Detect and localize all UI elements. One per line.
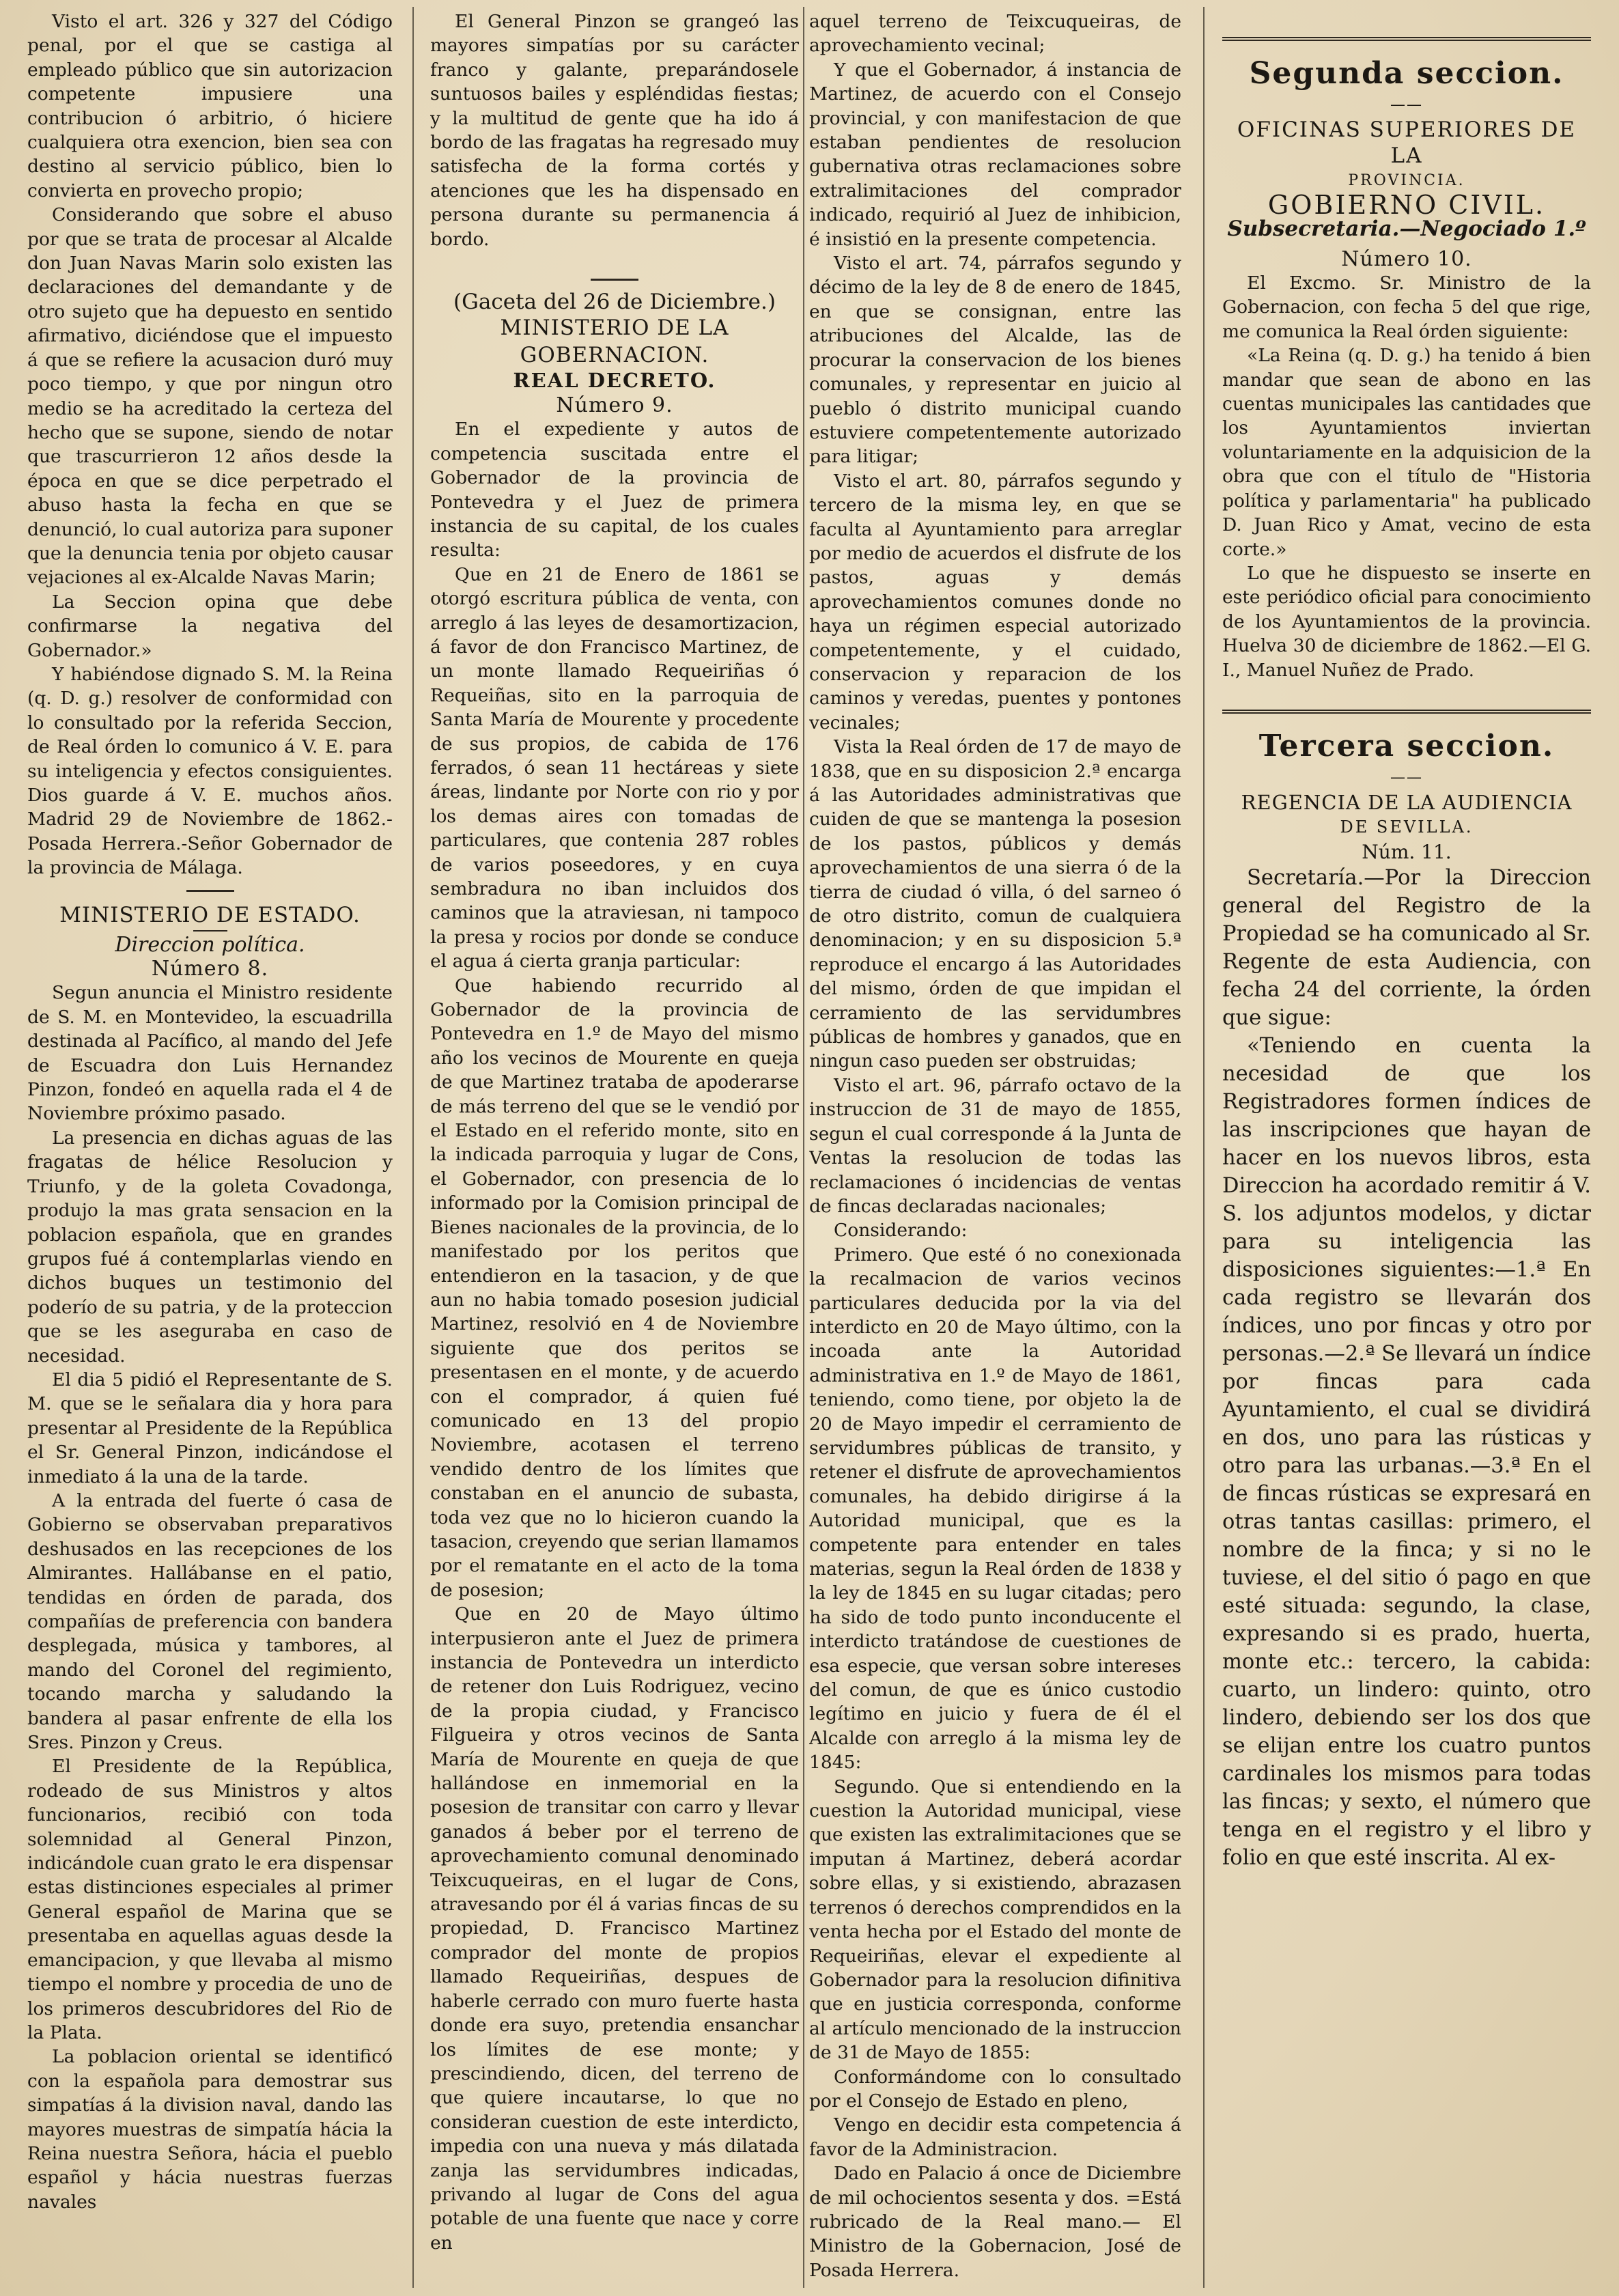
paragraph: Que habiendo recurrido al Gobernador de la provincia de Pontevedra en 1.º de Mayo del mismo año los vecinos de Mourente en queja de que Martinez trataba de apoderarse de más terreno del que se le vendió por el Estado en el referido monte, sito en la indicada parroquia y lugar de Cons, el Gobernador, con presencia de lo informado por la Comision principal de Bienes nacionales de la provincia, de lo manifestado por los peritos que entendieron en la tasacion, y de que aun no habia tomado posesion judicial Martinez, resolvió en 4 de Noviembre siguiente que dos peritos se presentasen en el monte, y de acuerdo con el comprador, á quien fué comunicado en 13 del propio Noviembre, acotasen el terreno vendido dentro de los límites que constaban en el anuncio de subasta, toda vez que no lo hicieron cuando la tasacion, creyendo que serian llamamos por el rematante en el acto de la toma de posesion;	[430, 975, 799, 1601]
paragraph: Segun anuncia el Ministro residente de S. M. en Montevideo, la escuadrilla destinada al Pacífico, al mando del Jefe de Escuadra don Luis Hernandez Pinzon, fondeó en aquella rada el 4 de Noviembre próximo pasado.	[27, 982, 393, 1125]
heading-ornament	[193, 930, 227, 932]
gobierno-heading: GOBIERNO CIVIL.	[1267, 189, 1546, 220]
heading-ornament: ——	[1390, 768, 1423, 786]
column-rule	[1203, 7, 1205, 2288]
paragraph: Considerando que sobre el abuso por que se trata de procesar al Alcalde don Juan Navas Marin solo existen las declaraciones del demandante y de otro sujeto que ha depuesto en sentido afirmativo, diciéndose que el impuesto á que se refiere la acusacion duró muy poco tiempo, y que por ningun otro medio se ha acreditado la certeza del hecho que se supone, siendo de notar que trascurrieron 12 años desde la época en que se dice perpetrado el abuso hasta la fecha en que se denunció, lo cual autoriza para suponer que la denuncia tenia por objeto causar vejaciones al ex-Alcalde Navas Marin;	[27, 204, 393, 589]
paragraph: En el expediente y autos de competencia suscitada entre el Gobernador de la provincia de Pontevedra y el Juez de primera instancia de su capital, de los cuales resulta:	[430, 419, 799, 561]
column-1	[27, 10, 393, 2284]
paragraph: aquel terreno de Teixcuqueiras, de aprovechamiento vecinal;	[809, 11, 1181, 57]
paragraph: Considerando:	[834, 1220, 968, 1242]
section-rule	[1222, 37, 1591, 41]
paragraph: Primero. Que esté ó no conexionada la recalmacion de varios vecinos particulares deducida por la via del interdicto en 20 de Mayo último, con la incoada ante la Autoridad administrativa en 1.º de Mayo de 1861, teniendo, como tiene, por objeto la de 20 de Mayo impedir el cerramiento de servidumbres públicas de transito, y retener el disfrute de aprovechamientos comunales, ha debido dirigirse á la Autoridad municipal, que es la competente para entender en tales materias, segun la Real órden de 1838 y la ley de 1845 en su lugar citadas; pero ha sido de todo punto inconducente el interdicto tratándose de cuestiones de esa especie, que versan sobre intereses del comun, de que es único custodio legítimo en juicio y fuera de él el Alcalde con arreglo á la misma ley de 1845:	[809, 1244, 1181, 1774]
subsecretaria-heading: Subsecretaria.—Negociado 1.º	[1227, 216, 1586, 242]
column-3	[809, 10, 1181, 2284]
number-heading: Número 8.	[151, 957, 269, 981]
section-divider	[591, 279, 638, 281]
paragraph: El Presidente de la República, rodeado de sus Ministros y altos funcionarios, recibió con toda solemnidad al General Pinzon, indicándole cuan grato le era dispensar estas distinciones especiales al primer General español de Marina que se presentaba en aquellas aguas desde la emancipacion, y que llevaba al mismo tiempo el nombre y procedia de uno de los primeros descubridores del Rio de la Plata.	[27, 1756, 393, 2043]
column-rule	[803, 7, 804, 2288]
column-rule	[412, 7, 414, 2288]
number-heading: Número 10.	[1341, 247, 1472, 271]
paragraph: Vengo en decidir esta competencia á favor de la Administracion.	[809, 2114, 1181, 2160]
paragraph: Visto el art. 74, párrafos segundo y décimo de la ley de 8 de enero de 1845, en que se consignan, entre las atribuciones del Alcalde, las de procurar la conservacion de los bienes comunales, y representar en juicio al pueblo ó distrito municipal cuando estuviere competentemente autorizado para litigar;	[809, 253, 1181, 468]
column-2	[430, 10, 799, 2284]
paragraph: Que en 21 de Enero de 1861 se otorgó escritura pública de venta, con arreglo á las leyes de desamortizacion, á favor de don Francisco Martinez, de un monte llamado Requeiriñas ó Requeiñas, sito en la parroquia de Santa María de Mourente y procedente de sus propios, de cabida de 176 ferrados, ó sean 11 hectáreas y siete áreas, lindante por Norte con rio y por los demas aires con tomadas de particulares, que contenia 287 robles de varios poseedores, y en cuya sembradura no iban incluidos dos caminos que la atraviesan, ni tampoco la presa y rocios por donde se conduce el agua á cierta granja particular:	[430, 563, 799, 972]
paragraph: La Seccion opina que debe confirmarse la negativa del Gobernador.»	[27, 591, 393, 661]
paragraph: A la entrada del fuerte ó casa de Gobierno se observaban preparativos deshusados en las recepciones de los Almirantes. Hallábanse en el patio, tendidas en órden de parada, dos compañías de preferencia con bandera desplegada, música y tambores, al mando del Coronel del regimiento, tocando marcha y saludando la bandera al pasar enfrente de ella los Sres. Pinzon y Creus.	[27, 1489, 393, 1754]
paragraph: Visto el art. 80, párrafos segundo y tercero de la misma ley, en que se faculta al Ayuntamiento para arreglar por medio de acuerdos el disfrute de los pastos, aguas y demás aprovechamientos comunes donde no haya un régimen especial autorizado competentemente, y el cuidado, conservacion y reparacion de los caminos y veredas, puentes y pontones vecinales;	[809, 470, 1181, 733]
paragraph: Conformándome con lo consultado por el Consejo de Estado en pleno,	[809, 2066, 1181, 2112]
paragraph: El General Pinzon se grangeó las mayores simpatías por su carácter franco y galante, preparándosele suntuosos bailes y espléndidas fiestas; y la multitud de gente que ha ido á bordo de las fragatas ha regresado muy satisfecha de la forma cortés y atenciones que les ha dispensado en persona durante su permanencia á bordo.	[430, 11, 799, 250]
office-heading: OFICINAS SUPERIORES DE LA	[1237, 117, 1577, 169]
paragraph: El Excmo. Sr. Ministro de la Gobernacion, con fecha 5 del que rige, me comunica la Real órden siguiente:	[1222, 272, 1591, 342]
ministry-heading: MINISTERIO DE LA GOBERNACION.	[500, 316, 729, 368]
paragraph: «La Reina (q. D. g.) ha tenido á bien mandar que sean de abono en las cuentas municipales las cantidades que los Ayuntamientos inviertan voluntariamente en la adquisicion de la obra que con el título de "Historia política y parlamentaria" ha publicado D. Juan Rico y Amat, vecino de esta corte.»	[1222, 345, 1591, 560]
paragraph: Dado en Palacio á once de Diciembre de mil ochocientos sesenta y dos. =Está rubricado de la Real mano.— El Ministro de la Gobernacion, José de Posada Herrera.	[809, 2163, 1181, 2281]
regencia-heading: REGENCIA DE LA AUDIENCIA	[1241, 791, 1573, 815]
paragraph: Segundo. Que si entendiendo en la cuestion la Autoridad municipal, viese que existen las extralimitaciones que se imputan á Martinez, deberá acordar sobre ellas, y si existiendo, abrazasen terrenos ó derechos comprendidos en la venta hecha por el Estado del monte de Requeiriñas, elevar el expediente al Gobernador para la resolucion difinitiva que en justicia corresponda, conforme al artículo mencionado de la instruccion de 31 de Mayo de 1855:	[809, 1776, 1181, 2064]
section-divider	[186, 890, 234, 892]
real-decreto-heading: REAL DECRETO.	[513, 369, 716, 393]
section-heading: Segunda seccion.	[1249, 56, 1564, 91]
section-heading: Tercera seccion.	[1258, 728, 1555, 764]
paragraph: La poblacion oriental se identificó con la española para demostrar sus simpatías á la division naval, dando las mayores muestras de simpatía hácia la Reina nuestra Señora, hácia el pueblo español y hácia nuestras fuerzas navales	[27, 2046, 393, 2213]
paragraph: Y que el Gobernador, á instancia de Martinez, de acuerdo con el Consejo provincial, y con manifestacion de que estaban pendientes de resolucion gubernativa otras reclamaciones sobre extralimitaciones del comprador indicado, requirió al Juez de inhibicion, é insistió en la presente competencia.	[809, 59, 1181, 250]
paragraph: Vista la Real órden de 17 de mayo de 1838, que en su disposicion 2.ª encarga á las Autoridades administrativas que cuiden de que se mantenga la posesion de los pastos, públicos y demás aprovechamientos de una sierra ó de la tierra de ciudad ó villa, ó del sarneo ó de otro distrito, comun de cualquiera denominacion; y en su disposicion 5.ª reproduce el encargo á las Autoridades del mismo, órden de que impidan el cerramiento de las servidumbres públicas de hombres y ganados, que en ningun caso pueden ser obstruidas;	[809, 736, 1181, 1072]
paragraph: Secretaría.—Por la Direccion general del Registro de la Propiedad se ha comunicado al Sr. Regente de esta Audiencia, con fecha 24 del corriente, la órden que sigue:	[1222, 866, 1591, 1031]
paragraph: Y habiéndose dignado S. M. la Reina (q. D. g.) resolver de conformidad con lo consultado por la referida Seccion, de Real órden lo comunico á V. E. para su inteligencia y efectos consiguientes. Dios guarde á V. E. muchos años. Madrid 29 de Noviembre de 1862.-Posada Herrera.-Señor Gobernador de la provincia de Málaga.	[27, 663, 393, 879]
paragraph: Visto el art. 96, párrafo octavo de la instruccion de 31 de mayo de 1855, segun el cual corresponde á la Junta de Ventas la resolucion de todas las reclamaciones ó incidencias de ventas de fincas declaradas nacionales;	[809, 1074, 1181, 1217]
paragraph: Que en 20 de Mayo último interpusieron ante el Juez de primera instancia de Pontevedra un interdicto de retener don Luis Rodriguez, vecino de la propia ciudad, y Francisco Filgueira y otros vecinos de Santa María de Mourente en queja de que hallándose en inmemorial en la posesion de transitar con carro y llevar ganados á beber por el terreno de aprovechamiento comunal denominado Teixcuqueiras, en el lugar de Cons, atravesando por él á varias fincas de su propiedad, D. Francisco Martinez comprador del monte de propios llamado Requeiriñas, despues de haberle cerrado con muro fuerte hasta donde era suyo, pretendia ensanchar los límites de ese monte; y prescindiendo, dicen, del terreno de que quiere incautarse, lo que no consideran cuestion de este interdicto, impedia con una nueva y más dilatada zanja las servidumbres indicadas, privando al lugar de Cons del agua potable de una fuente que nace y corre en	[430, 1604, 799, 2254]
number-heading: Núm. 11.	[1362, 840, 1452, 863]
column-4	[1222, 10, 1591, 2284]
ministry-heading: MINISTERIO DE ESTADO.	[59, 902, 361, 927]
gaceta-heading: (Gaceta del 26 de Diciembre.)	[453, 290, 776, 315]
number-heading: Número 9.	[556, 393, 673, 417]
paragraph: La presencia en dichas aguas de las fragatas de hélice Resolucion y Triunfo, y de la goleta Covadonga, produjo la mas grata sensacion en la poblacion española, que en grandes grupos fué á contemplarlas viendo en dichos buques un testimonio del poderío de su patria, y de la proteccion que se les aseguraba en caso de necesidad.	[27, 1127, 393, 1367]
regencia-subheading: DE SEVILLA.	[1340, 817, 1474, 837]
paragraph: «Teniendo en cuenta la necesidad de que los Registradores formen índices de las inscripciones que hayan de hacer en los nuevos libros, esta Direccion ha acordado remitir á V. S. los adjuntos modelos, y dictar para su inteligencia las disposiciones siguientes:—1.ª En cada registro se llevarán dos índices, uno por fincas y otro por personas.—2.ª Se llevará un índice por fincas para cada Ayuntamiento, el cual se dividirá en dos, uno para las rústicas y otro para las urbanas.—3.ª En el de fincas rústicas se expresará en otras tantas casillas: primero, el nombre de la finca; y si no le tuviese, el del sitio ó pago en que esté situada: segundo, la clase, expresando si es prado, huerta, monte etc.: tercero, la cabida: cuarto, un lindero: quinto, otro lindero, debiendo ser los dos que se elijan entre los cuatro puntos cardinales los mismos para todas las fincas; y sexto, el número que tenga en el registro y el libro y folio en que esté inscrita. Al ex-	[1222, 1034, 1591, 1871]
section-rule	[1222, 710, 1591, 714]
office-subheading: PROVINCIA.	[1348, 172, 1465, 190]
subheading: Direccion política.	[115, 932, 305, 957]
paragraph: Visto el art. 326 y 327 del Código penal, por el que se castiga al empleado público que sin autorizacion competente impusiere una contribucion ó arbitrio, ó hiciere cualquiera otra exencion, bien sea con destino al servicio público, bien lo convierta en provecho propio;	[27, 11, 393, 201]
heading-ornament: ——	[1390, 96, 1423, 113]
paragraph: Lo que he dispuesto se inserte en este periódico oficial para conocimiento de los Ayuntamientos de la provincia. Huelva 30 de diciembre de 1862.—El G. I., Manuel Nuñez de Prado.	[1222, 562, 1591, 681]
paragraph: El dia 5 pidió el Representante de S. M. que se le señalara dia y hora para presentar al Presidente de la República el Sr. General Pinzon, indicándose el inmediato á la una de la tarde.	[27, 1369, 393, 1487]
